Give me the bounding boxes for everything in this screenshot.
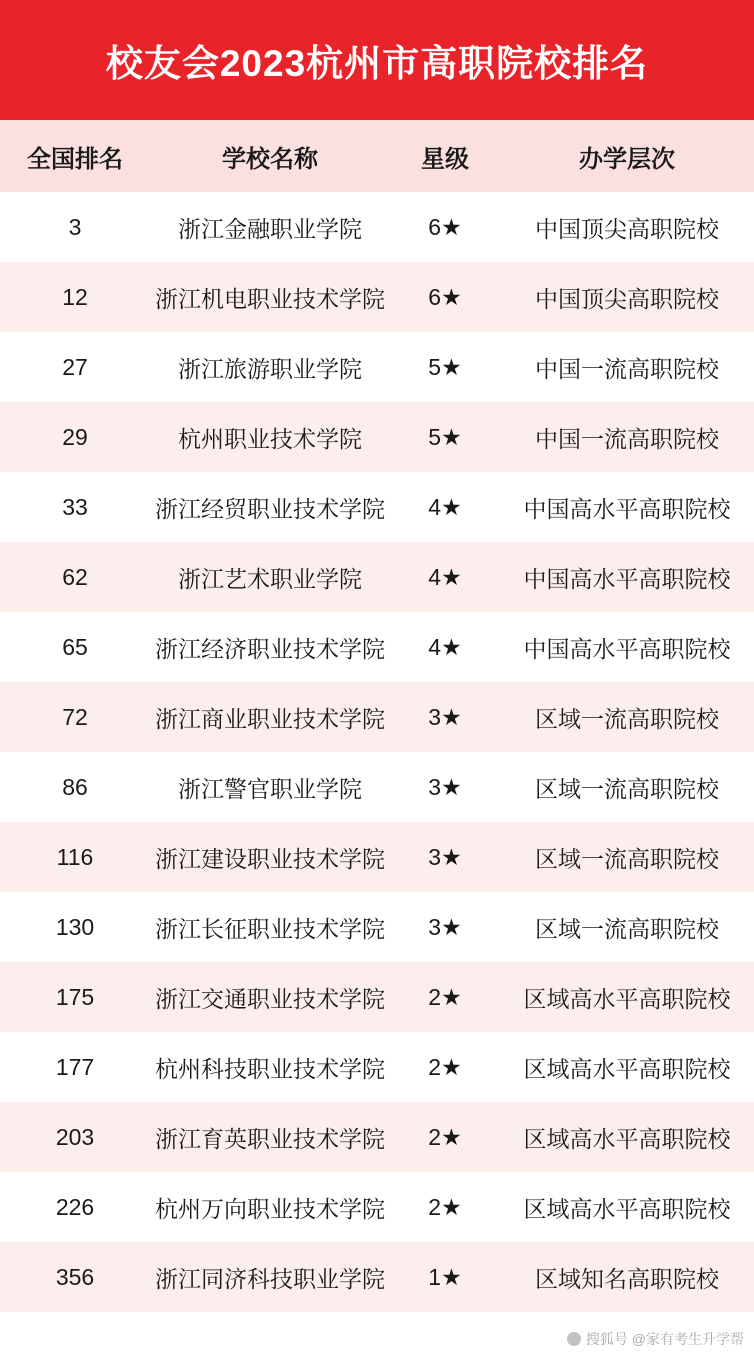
cell-rank: 65	[62, 633, 88, 660]
cell-school-name: 杭州科技职业技术学院	[155, 1055, 385, 1082]
table-row	[0, 1242, 754, 1312]
table-row	[0, 192, 754, 262]
cell-level: 中国高水平高职院校	[523, 565, 731, 592]
cell-school-name: 浙江机电职业技术学院	[155, 285, 385, 312]
cell-level: 中国一流高职院校	[535, 425, 719, 452]
table-row	[0, 682, 754, 752]
cell-school-name: 浙江旅游职业学院	[178, 355, 362, 382]
cell-level: 中国高水平高职院校	[523, 635, 731, 662]
title-banner	[0, 0, 754, 120]
cell-star: 3★	[428, 703, 462, 730]
cell-school-name: 浙江警官职业学院	[178, 775, 362, 802]
watermark-text: 搜狐号 @家有考生升学帮	[585, 1331, 744, 1347]
cell-school-name: 浙江长征职业技术学院	[155, 915, 385, 942]
cell-star: 2★	[428, 1123, 462, 1150]
page-title: 校友会2023杭州市高职院校排名	[105, 43, 649, 84]
cell-rank: 27	[62, 353, 88, 380]
cell-star: 5★	[428, 423, 462, 450]
watermark-logo-icon	[567, 1332, 581, 1346]
column-header-school-name: 学校名称	[222, 145, 318, 173]
table-row	[0, 1172, 754, 1242]
cell-level: 区域一流高职院校	[535, 845, 719, 872]
table-row	[0, 542, 754, 612]
table-row	[0, 962, 754, 1032]
cell-school-name: 浙江金融职业学院	[178, 215, 362, 242]
cell-school-name: 浙江经济职业技术学院	[155, 635, 385, 662]
cell-rank: 203	[55, 1123, 95, 1150]
cell-rank: 130	[55, 913, 95, 940]
cell-rank: 116	[56, 843, 94, 870]
table-row	[0, 752, 754, 822]
cell-star: 2★	[428, 1193, 462, 1220]
column-header-level: 办学层次	[579, 145, 675, 173]
cell-star: 6★	[428, 283, 462, 310]
cell-school-name: 浙江建设职业技术学院	[155, 845, 385, 872]
cell-level: 区域一流高职院校	[535, 705, 719, 732]
cell-star: 5★	[428, 353, 462, 380]
table-row	[0, 402, 754, 472]
cell-star: 2★	[428, 983, 462, 1010]
cell-star: 4★	[428, 493, 462, 520]
cell-star: 3★	[428, 913, 462, 940]
cell-level: 中国高水平高职院校	[523, 495, 731, 522]
table-row	[0, 1102, 754, 1172]
cell-level: 中国顶尖高职院校	[535, 285, 719, 312]
cell-school-name: 杭州职业技术学院	[178, 425, 362, 452]
table-row	[0, 892, 754, 962]
cell-star: 2★	[428, 1053, 462, 1080]
table-row	[0, 1032, 754, 1102]
cell-star: 6★	[428, 213, 462, 240]
cell-level: 中国一流高职院校	[535, 355, 719, 382]
table-row	[0, 262, 754, 332]
cell-rank: 72	[62, 703, 88, 730]
cell-star: 4★	[428, 563, 462, 590]
cell-rank: 33	[62, 493, 88, 520]
cell-level: 区域一流高职院校	[535, 915, 719, 942]
cell-school-name: 浙江同济科技职业学院	[155, 1265, 385, 1292]
cell-level: 区域知名高职院校	[535, 1265, 719, 1292]
column-header-star: 星级	[421, 145, 469, 173]
cell-school-name: 浙江经贸职业技术学院	[155, 495, 385, 522]
cell-school-name: 浙江育英职业技术学院	[155, 1125, 385, 1152]
cell-rank: 62	[62, 563, 88, 590]
cell-level: 区域高水平高职院校	[523, 1055, 731, 1082]
cell-rank: 3	[68, 213, 82, 240]
watermark	[567, 1329, 744, 1349]
table-row	[0, 332, 754, 402]
cell-school-name: 浙江商业职业技术学院	[155, 705, 385, 732]
cell-star: 3★	[428, 843, 462, 870]
table-row	[0, 612, 754, 682]
cell-school-name: 杭州万向职业技术学院	[155, 1195, 385, 1222]
cell-rank: 29	[62, 423, 88, 450]
cell-level: 中国顶尖高职院校	[535, 215, 719, 242]
cell-level: 区域高水平高职院校	[523, 1195, 731, 1222]
table-row	[0, 472, 754, 542]
table-header	[0, 120, 754, 192]
cell-rank: 177	[55, 1053, 95, 1080]
cell-rank: 12	[62, 283, 88, 310]
cell-level: 区域一流高职院校	[535, 775, 719, 802]
column-header-rank: 全国排名	[27, 145, 123, 173]
cell-level: 区域高水平高职院校	[523, 1125, 731, 1152]
cell-rank: 86	[62, 773, 88, 800]
cell-rank: 175	[55, 983, 95, 1010]
cell-star: 1★	[428, 1263, 462, 1290]
cell-star: 3★	[428, 773, 462, 800]
cell-school-name: 浙江交通职业技术学院	[155, 985, 385, 1012]
table-row	[0, 822, 754, 892]
cell-level: 区域高水平高职院校	[523, 985, 731, 1012]
cell-school-name: 浙江艺术职业学院	[178, 565, 362, 592]
cell-rank: 226	[55, 1193, 95, 1220]
cell-star: 4★	[428, 633, 462, 660]
cell-rank: 356	[55, 1263, 95, 1290]
table-body	[0, 192, 754, 1312]
table-header-row	[0, 120, 754, 192]
ranking-table	[0, 120, 754, 1312]
